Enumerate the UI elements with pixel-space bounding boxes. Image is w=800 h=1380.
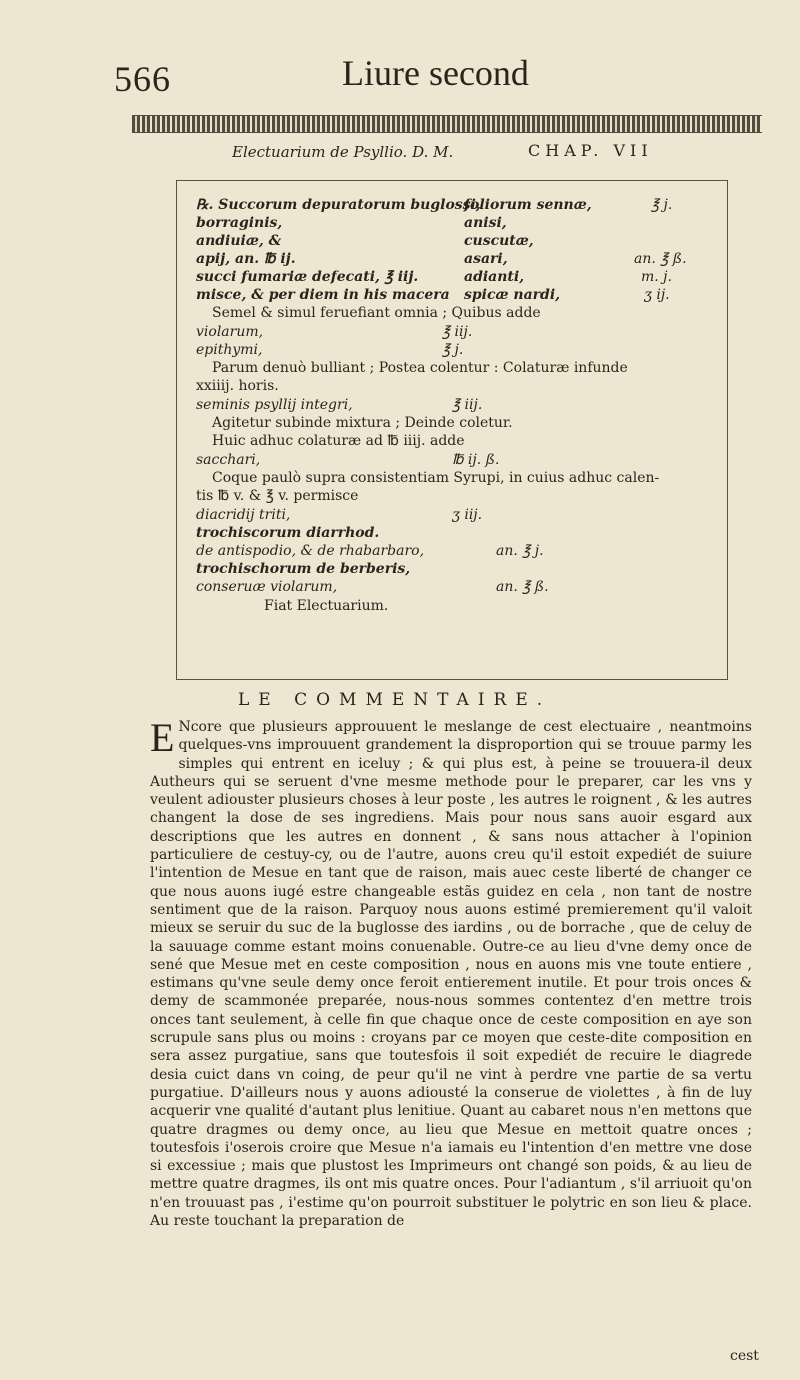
recipe-line-5b: adianti, bbox=[464, 269, 525, 285]
recipe-line-5c: m. j. bbox=[641, 269, 672, 285]
recipe-text-5a: Coque paulò supra consistentiam Syrupi, in cuius adhuc calen- bbox=[212, 470, 660, 486]
recipe-line-1b: foliorum sennæ, bbox=[464, 197, 592, 213]
recipe-line-6b: spicæ nardi, bbox=[464, 287, 561, 303]
recipe-text-2b: xxiiij. horis. bbox=[196, 378, 279, 394]
recipe-text-2a: Parum denuò bulliant ; Postea colentur : Colaturæ infunde bbox=[212, 360, 628, 376]
recipe-line-2a: borraginis, bbox=[196, 215, 283, 231]
recipe-seminis: seminis psyllij integri, bbox=[196, 397, 353, 413]
drop-cap: E bbox=[150, 715, 175, 760]
recipe-epithymi-qty: ℥ j. bbox=[442, 342, 464, 358]
recipe-berberis: trochischorum de berberis, bbox=[196, 561, 411, 577]
recipe-line-6a: misce, & per diem in his macera bbox=[196, 287, 450, 303]
recipe-conserua-qty: an. ℥ ß. bbox=[496, 579, 549, 595]
recipe-text-4: Huic adhuc colaturæ ad ℔ iiij. adde bbox=[212, 433, 465, 449]
recipe-diacridij: diacridij triti, bbox=[196, 507, 291, 523]
recipe-line-1c: ℥ j. bbox=[651, 197, 673, 213]
recipe-text-5b: tis ℔ v. & ℥ v. permisce bbox=[196, 488, 359, 504]
recipe-line-3b: cuscutæ, bbox=[464, 233, 534, 249]
commentary-title: LE COMMENTAIRE. bbox=[238, 690, 552, 710]
recipe-antispodio: de antispodio, & de rhabarbaro, bbox=[196, 543, 425, 559]
recipe-fiat: Fiat Electuarium. bbox=[264, 598, 389, 614]
recipe-text-1: Semel & simul feruefiant omnia ; Quibus adde bbox=[212, 305, 541, 321]
recipe-trochiscorum: trochiscorum diarrhod. bbox=[196, 525, 380, 541]
recipe-epithymi: epithymi, bbox=[196, 342, 263, 358]
recipe-text-3: Agitetur subinde mixtura ; Deinde coletur. bbox=[212, 415, 513, 431]
recipe-violarum-qty: ℥ iij. bbox=[442, 324, 473, 340]
recipe-antispodio-qty: an. ℥ j. bbox=[496, 543, 544, 559]
recipe-sacchari-qty: ℔ ij. ß. bbox=[452, 452, 500, 468]
recipe-line-1a: ℞. Succorum depuratorum buglossi, bbox=[196, 197, 481, 213]
recipe-line-2b: anisi, bbox=[464, 215, 507, 231]
chapter-label: CHAP. VII bbox=[528, 141, 653, 160]
ornamental-band bbox=[132, 115, 762, 133]
recipe-subheading: Electuarium de Psyllio. D. M. bbox=[232, 143, 454, 161]
recipe-line-5a: succi fumariæ defecati, ℥ iij. bbox=[196, 269, 419, 285]
recipe-seminis-qty: ℥ iij. bbox=[452, 397, 483, 413]
commentary-body bbox=[150, 715, 752, 1230]
recipe-sacchari: sacchari, bbox=[196, 452, 261, 468]
recipe-violarum: violarum, bbox=[196, 324, 264, 340]
recipe-line-6c: ʒ ij. bbox=[644, 287, 670, 303]
recipe-line-4b: asari, bbox=[464, 251, 508, 267]
running-title: Liure second bbox=[342, 53, 529, 93]
catchword: cest bbox=[730, 1348, 759, 1364]
recipe-line-4a: apij, an. ℔ ij. bbox=[196, 251, 296, 267]
recipe-diacridij-qty: ʒ iij. bbox=[452, 507, 483, 523]
commentary-text: Ncore que plusieurs approuuent le meslange de cest electuaire , neantmoins quelques-vns improuuent grandement la disproportion qui se trouue parmy les simples qui entrent en iceluy ; & qui plus est, à peine se trouuera-il deux Autheurs qui se seruent d'vne mesme methode pour le preparer, car les vns y veulent adiouster plusieurs choses à leur poste , les autres le roignent , & les autres changent la dose de ses ingrediens. Mais pour nous sans auoir esgard aux descriptions que les autres en donnent , & sans nous attacher à l'opinion particuliere de cestuy-cy, ou de l'autre, auons creu qu'il estoit expediét de suiure l'intention de Mesue en tant que de raison, mais auec ceste liberté de changer ce que nous auons iugé estre changeable estãs guidez en cela , non tant de nostre sentiment que de la raison. Parquoy nous auons estimé premierement qu'il valoit mieux se seruir du suc de la buglosse des iardins , ou de borrache , que de celuy de la sauuage comme estant moins conuenable. Outre-ce au lieu d'vne demy once de sené que Mesue met en ceste composition , nous en auons mis vne toute entiere , estimans qu'vne seule demy once feroit entierement inutile. Et pour trois onces & demy de scammonée preparée, nous-nous sommes contentez d'en mettre trois onces tant seulement, à celle fin que chaque once de ceste composition en aye son scrupule sans plus ou moins : croyans par ce moyen que ceste-dite composition en sera assez purgatiue, sans que toutesfois il soit expediét de recuire le diagrede desia cuict dans vn coing, de peur qu'il ne vint à perdre vne partie de sa vertu purgatiue. D'ailleurs nous y auons adiousté la conserue de violettes , à fin de luy acquerir vne qualité d'autant plus lenitiue. Quant au cabaret nous n'en mettons que quatre dragmes ou demy once, au lieu que Mesue en mettoit quatre onces ; toutesfois i'oserois croire que Mesue n'a iamais eu l'intention d'en mettre vne dose si excessiue ; mais que plustost les Imprimeurs ont changé son poids, & au lieu de mettre quatre dragmes, ils ont mis quatre onces. Pour l'adiantum , s'il arriuoit qu'on n'en trouuast pas , i'estime qu'on pourroit substituer le polytric en son lieu & place. Au reste touchant la preparation de bbox=[150, 719, 752, 1230]
recipe-line-3a: andiuiæ, & bbox=[196, 233, 282, 249]
recipe-conserua: conseruæ violarum, bbox=[196, 579, 338, 595]
page-number: 566 bbox=[114, 59, 171, 99]
recipe-line-4c: an. ℥ ß. bbox=[634, 251, 687, 267]
